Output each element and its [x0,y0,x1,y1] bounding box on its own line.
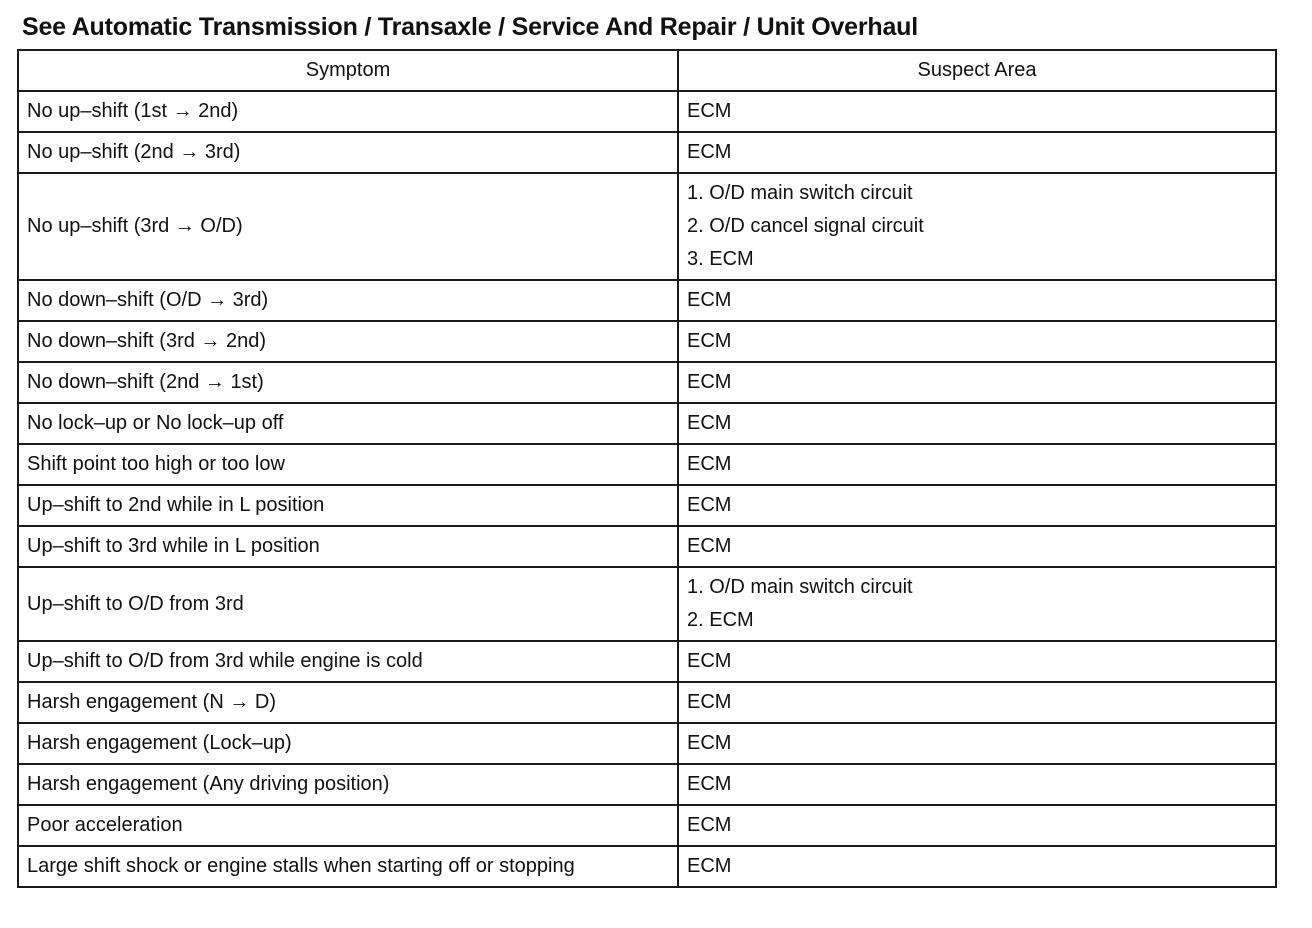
symptom-cell: Harsh engagement (Lock–up) [18,723,678,764]
table-row [18,526,1276,567]
suspect-area-item: 1. O/D main switch circuit [687,182,913,204]
symptom-cell: Up–shift to O/D from 3rd while engine is cold [18,641,678,682]
table-row [18,723,1276,764]
table-row [18,132,1276,173]
table-row [18,682,1276,723]
suspect-area-cell: ECM [678,723,1276,764]
symptom-cell: No up–shift (3rd → O/D) [18,173,678,280]
suspect-area-item: 3. ECM [687,248,754,270]
header-suspect-area: Suspect Area [678,50,1276,91]
symptom-cell: No up–shift (2nd → 3rd) [18,132,678,173]
suspect-area-cell [678,173,1276,280]
symptom-cell: Up–shift to O/D from 3rd [18,567,678,641]
table-row [18,91,1276,132]
suspect-area-cell: ECM [678,280,1276,321]
table-row [18,321,1276,362]
suspect-area-item: 2. O/D cancel signal circuit [687,215,924,237]
suspect-area-cell: ECM [678,485,1276,526]
table-row [18,641,1276,682]
symptom-table [17,49,1277,888]
table-body [18,91,1276,887]
symptom-cell: No lock–up or No lock–up off [18,403,678,444]
table-row [18,805,1276,846]
table-row [18,173,1276,280]
suspect-area-cell: ECM [678,321,1276,362]
suspect-area-cell: ECM [678,682,1276,723]
symptom-cell: Poor acceleration [18,805,678,846]
suspect-area-cell: ECM [678,362,1276,403]
table-header-row [18,50,1276,91]
suspect-area-cell: ECM [678,444,1276,485]
suspect-area-cell [678,567,1276,641]
suspect-area-item: 1. O/D main switch circuit [687,576,913,598]
symptom-cell: Large shift shock or engine stalls when starting off or stopping [18,846,678,887]
symptom-cell: Shift point too high or too low [18,444,678,485]
suspect-area-cell: ECM [678,805,1276,846]
symptom-cell: Harsh engagement (Any driving position) [18,764,678,805]
table-row [18,444,1276,485]
table-row [18,280,1276,321]
symptom-cell: No down–shift (2nd → 1st) [18,362,678,403]
suspect-area-cell: ECM [678,403,1276,444]
suspect-area-cell: ECM [678,641,1276,682]
symptom-cell: No up–shift (1st → 2nd) [18,91,678,132]
suspect-area-cell: ECM [678,764,1276,805]
table-row [18,567,1276,641]
symptom-cell: No down–shift (O/D → 3rd) [18,280,678,321]
symptom-cell: Harsh engagement (N → D) [18,682,678,723]
suspect-area-item: 2. ECM [687,609,754,631]
table-row [18,362,1276,403]
table-row [18,846,1276,887]
symptom-cell: Up–shift to 2nd while in L position [18,485,678,526]
table-row [18,764,1276,805]
page-title: See Automatic Transmission / Transaxle / Service And Repair / Unit Overhaul [22,13,918,41]
table-row [18,403,1276,444]
header-symptom: Symptom [18,50,678,91]
symptom-table-container [17,49,1275,888]
suspect-area-cell: ECM [678,91,1276,132]
suspect-area-cell: ECM [678,846,1276,887]
symptom-cell: Up–shift to 3rd while in L position [18,526,678,567]
suspect-area-cell: ECM [678,526,1276,567]
symptom-cell: No down–shift (3rd → 2nd) [18,321,678,362]
suspect-area-cell: ECM [678,132,1276,173]
table-row [18,485,1276,526]
